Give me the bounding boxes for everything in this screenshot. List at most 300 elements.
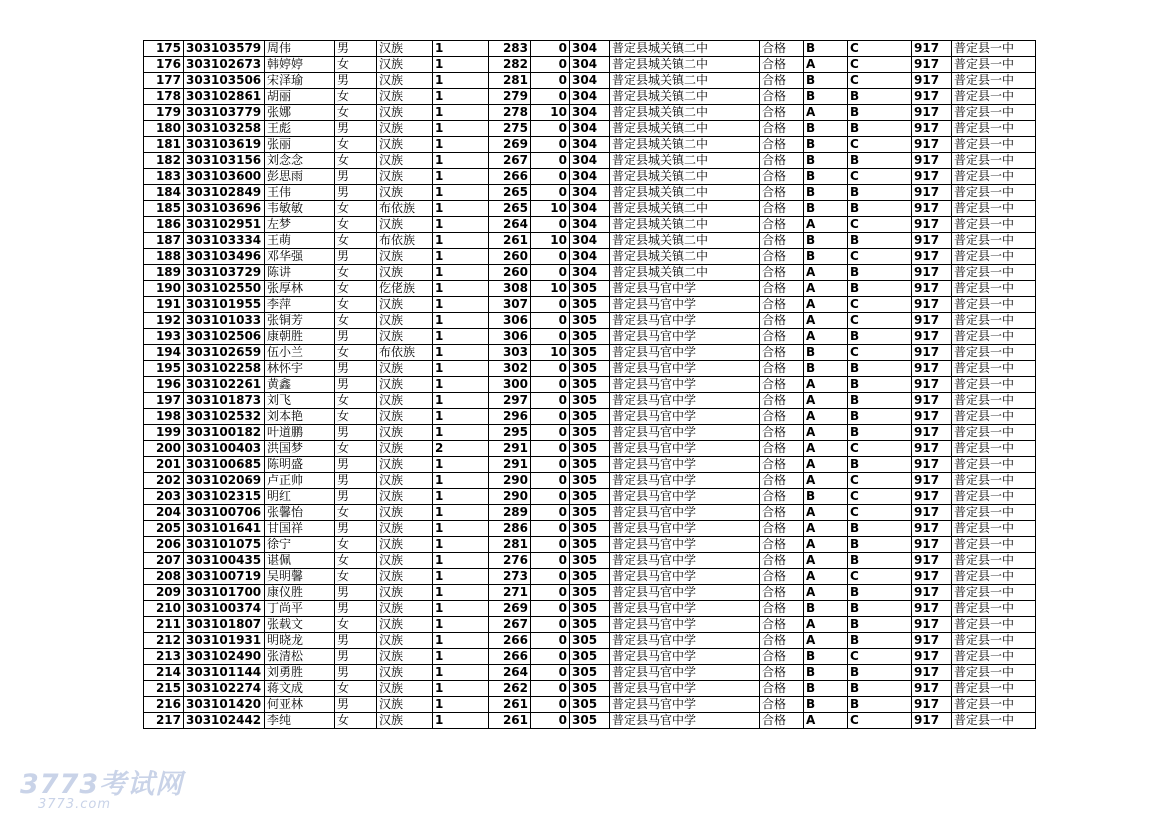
table-row (144, 377, 1036, 393)
cell-school-code: 304 (570, 57, 610, 73)
cell-student-name: 张清松 (265, 649, 335, 665)
cell-target-school-name: 普定县一中 (952, 569, 1036, 585)
cell-total-score: 279 (489, 89, 531, 105)
cell-total-score: 261 (489, 233, 531, 249)
cell-gender: 女 (335, 441, 377, 457)
cell-total-score: 286 (489, 521, 531, 537)
cell-student-name: 王萌 (265, 233, 335, 249)
table-row (144, 41, 1036, 57)
cell-exam-id: 303100374 (184, 601, 265, 617)
cell-school-name: 普定县城关镇二中 (610, 249, 760, 265)
cell-row-number: 176 (144, 57, 184, 73)
cell-row-number: 201 (144, 457, 184, 473)
cell-target-school-code: 917 (912, 393, 952, 409)
cell-row-number: 212 (144, 633, 184, 649)
table-row (144, 345, 1036, 361)
cell-qualification: 合格 (760, 169, 804, 185)
cell-school-name: 普定县城关镇二中 (610, 201, 760, 217)
table-row (144, 697, 1036, 713)
cell-student-name: 张娜 (265, 105, 335, 121)
cell-grade-a: A (804, 457, 848, 473)
cell-qualification: 合格 (760, 713, 804, 729)
cell-exam-id: 303102069 (184, 473, 265, 489)
cell-category: 2 (433, 441, 489, 457)
cell-grade-b: B (848, 185, 912, 201)
table-row (144, 281, 1036, 297)
cell-total-score: 262 (489, 681, 531, 697)
cell-student-name: 徐宁 (265, 537, 335, 553)
cell-school-name: 普定县马官中学 (610, 457, 760, 473)
cell-category: 1 (433, 313, 489, 329)
cell-qualification: 合格 (760, 473, 804, 489)
cell-exam-id: 303102532 (184, 409, 265, 425)
cell-target-school-code: 917 (912, 601, 952, 617)
cell-ethnicity: 汉族 (377, 521, 433, 537)
cell-school-code: 305 (570, 649, 610, 665)
cell-school-name: 普定县马官中学 (610, 505, 760, 521)
cell-school-name: 普定县城关镇二中 (610, 265, 760, 281)
cell-row-number: 192 (144, 313, 184, 329)
cell-qualification: 合格 (760, 217, 804, 233)
cell-category: 1 (433, 585, 489, 601)
cell-exam-id: 303102274 (184, 681, 265, 697)
cell-school-code: 304 (570, 153, 610, 169)
cell-gender: 男 (335, 473, 377, 489)
table-row (144, 153, 1036, 169)
cell-grade-b: C (848, 41, 912, 57)
cell-grade-b: B (848, 153, 912, 169)
cell-exam-id: 303101955 (184, 297, 265, 313)
cell-grade-a: A (804, 537, 848, 553)
cell-row-number: 179 (144, 105, 184, 121)
cell-school-code: 304 (570, 105, 610, 121)
cell-target-school-name: 普定县一中 (952, 297, 1036, 313)
table-row (144, 681, 1036, 697)
table-row (144, 553, 1036, 569)
cell-exam-id: 303100719 (184, 569, 265, 585)
cell-exam-id: 303100182 (184, 425, 265, 441)
cell-bonus-points: 0 (531, 697, 570, 713)
cell-gender: 女 (335, 265, 377, 281)
cell-qualification: 合格 (760, 249, 804, 265)
cell-target-school-name: 普定县一中 (952, 393, 1036, 409)
cell-target-school-name: 普定县一中 (952, 73, 1036, 89)
cell-qualification: 合格 (760, 41, 804, 57)
cell-student-name: 张铜芳 (265, 313, 335, 329)
cell-school-code: 304 (570, 121, 610, 137)
cell-grade-b: C (848, 217, 912, 233)
cell-qualification: 合格 (760, 361, 804, 377)
cell-student-name: 何亚林 (265, 697, 335, 713)
cell-exam-id: 303101075 (184, 537, 265, 553)
cell-bonus-points: 0 (531, 313, 570, 329)
cell-gender: 男 (335, 425, 377, 441)
table-row (144, 617, 1036, 633)
cell-total-score: 290 (489, 489, 531, 505)
cell-student-name: 张载文 (265, 617, 335, 633)
cell-grade-b: B (848, 425, 912, 441)
table-row (144, 425, 1036, 441)
cell-exam-id: 303103619 (184, 137, 265, 153)
cell-school-code: 304 (570, 41, 610, 57)
cell-target-school-code: 917 (912, 217, 952, 233)
cell-target-school-code: 917 (912, 505, 952, 521)
cell-ethnicity: 汉族 (377, 313, 433, 329)
cell-row-number: 202 (144, 473, 184, 489)
cell-ethnicity: 汉族 (377, 409, 433, 425)
cell-student-name: 韦敏敏 (265, 201, 335, 217)
cell-qualification: 合格 (760, 489, 804, 505)
cell-bonus-points: 0 (531, 601, 570, 617)
table-row (144, 521, 1036, 537)
cell-school-name: 普定县马官中学 (610, 553, 760, 569)
cell-ethnicity: 汉族 (377, 617, 433, 633)
cell-target-school-code: 917 (912, 537, 952, 553)
cell-ethnicity: 汉族 (377, 361, 433, 377)
cell-school-name: 普定县城关镇二中 (610, 233, 760, 249)
cell-target-school-name: 普定县一中 (952, 89, 1036, 105)
cell-category: 1 (433, 121, 489, 137)
cell-target-school-name: 普定县一中 (952, 329, 1036, 345)
cell-target-school-code: 917 (912, 473, 952, 489)
cell-student-name: 伍小兰 (265, 345, 335, 361)
cell-student-name: 明晓龙 (265, 633, 335, 649)
cell-category: 1 (433, 377, 489, 393)
cell-student-name: 刘本艳 (265, 409, 335, 425)
cell-ethnicity: 汉族 (377, 57, 433, 73)
cell-grade-b: B (848, 121, 912, 137)
cell-total-score: 264 (489, 217, 531, 233)
cell-target-school-name: 普定县一中 (952, 361, 1036, 377)
cell-school-name: 普定县马官中学 (610, 521, 760, 537)
cell-ethnicity: 汉族 (377, 489, 433, 505)
table-row (144, 137, 1036, 153)
cell-qualification: 合格 (760, 345, 804, 361)
cell-school-code: 304 (570, 265, 610, 281)
cell-gender: 女 (335, 345, 377, 361)
cell-bonus-points: 10 (531, 233, 570, 249)
cell-grade-b: B (848, 537, 912, 553)
cell-student-name: 刘飞 (265, 393, 335, 409)
cell-total-score: 281 (489, 73, 531, 89)
cell-bonus-points: 0 (531, 473, 570, 489)
cell-target-school-code: 917 (912, 297, 952, 313)
cell-gender: 女 (335, 393, 377, 409)
cell-bonus-points: 0 (531, 153, 570, 169)
cell-ethnicity: 布依族 (377, 233, 433, 249)
cell-bonus-points: 0 (531, 377, 570, 393)
cell-qualification: 合格 (760, 57, 804, 73)
cell-student-name: 叶道鹏 (265, 425, 335, 441)
cell-gender: 女 (335, 105, 377, 121)
cell-exam-id: 303101144 (184, 665, 265, 681)
cell-target-school-name: 普定县一中 (952, 649, 1036, 665)
cell-grade-a: A (804, 617, 848, 633)
cell-grade-b: C (848, 249, 912, 265)
cell-exam-id: 303102261 (184, 377, 265, 393)
cell-school-name: 普定县马官中学 (610, 425, 760, 441)
cell-category: 1 (433, 617, 489, 633)
cell-grade-b: B (848, 89, 912, 105)
cell-target-school-name: 普定县一中 (952, 137, 1036, 153)
cell-student-name: 宋泽瑜 (265, 73, 335, 89)
cell-ethnicity: 汉族 (377, 665, 433, 681)
cell-bonus-points: 0 (531, 681, 570, 697)
cell-student-name: 刘念念 (265, 153, 335, 169)
cell-grade-b: B (848, 329, 912, 345)
cell-row-number: 199 (144, 425, 184, 441)
cell-category: 1 (433, 553, 489, 569)
cell-school-name: 普定县马官中学 (610, 281, 760, 297)
cell-target-school-code: 917 (912, 201, 952, 217)
cell-qualification: 合格 (760, 329, 804, 345)
cell-school-name: 普定县马官中学 (610, 313, 760, 329)
cell-category: 1 (433, 329, 489, 345)
cell-student-name: 刘勇胜 (265, 665, 335, 681)
cell-school-name: 普定县马官中学 (610, 633, 760, 649)
cell-qualification: 合格 (760, 185, 804, 201)
cell-ethnicity: 汉族 (377, 185, 433, 201)
cell-school-name: 普定县马官中学 (610, 569, 760, 585)
cell-exam-id: 303103600 (184, 169, 265, 185)
table-row (144, 89, 1036, 105)
cell-target-school-name: 普定县一中 (952, 265, 1036, 281)
cell-qualification: 合格 (760, 377, 804, 393)
cell-ethnicity: 汉族 (377, 697, 433, 713)
cell-exam-id: 303102315 (184, 489, 265, 505)
cell-total-score: 291 (489, 441, 531, 457)
cell-student-name: 林怀宇 (265, 361, 335, 377)
cell-row-number: 194 (144, 345, 184, 361)
cell-grade-b: B (848, 617, 912, 633)
cell-qualification: 合格 (760, 585, 804, 601)
cell-grade-b: B (848, 553, 912, 569)
cell-row-number: 203 (144, 489, 184, 505)
cell-category: 1 (433, 105, 489, 121)
cell-exam-id: 303102951 (184, 217, 265, 233)
cell-grade-b: B (848, 105, 912, 121)
cell-target-school-name: 普定县一中 (952, 441, 1036, 457)
cell-category: 1 (433, 393, 489, 409)
table-row (144, 441, 1036, 457)
cell-qualification: 合格 (760, 633, 804, 649)
cell-target-school-code: 917 (912, 425, 952, 441)
cell-gender: 男 (335, 169, 377, 185)
table-row (144, 601, 1036, 617)
cell-qualification: 合格 (760, 697, 804, 713)
cell-grade-a: B (804, 249, 848, 265)
cell-school-name: 普定县马官中学 (610, 361, 760, 377)
cell-ethnicity: 汉族 (377, 505, 433, 521)
cell-target-school-code: 917 (912, 665, 952, 681)
cell-ethnicity: 汉族 (377, 41, 433, 57)
cell-school-code: 305 (570, 665, 610, 681)
cell-ethnicity: 仡佬族 (377, 281, 433, 297)
cell-exam-id: 303101420 (184, 697, 265, 713)
cell-bonus-points: 0 (531, 137, 570, 153)
cell-target-school-name: 普定县一中 (952, 473, 1036, 489)
cell-row-number: 215 (144, 681, 184, 697)
cell-bonus-points: 0 (531, 457, 570, 473)
table-row (144, 169, 1036, 185)
cell-total-score: 276 (489, 553, 531, 569)
cell-total-score: 283 (489, 41, 531, 57)
table-row (144, 329, 1036, 345)
cell-ethnicity: 汉族 (377, 89, 433, 105)
cell-gender: 男 (335, 649, 377, 665)
cell-school-name: 普定县马官中学 (610, 649, 760, 665)
cell-grade-a: A (804, 281, 848, 297)
cell-grade-b: B (848, 585, 912, 601)
table-row (144, 457, 1036, 473)
cell-ethnicity: 汉族 (377, 265, 433, 281)
cell-category: 1 (433, 233, 489, 249)
cell-category: 1 (433, 137, 489, 153)
cell-student-name: 陈明盛 (265, 457, 335, 473)
cell-grade-b: B (848, 457, 912, 473)
cell-category: 1 (433, 345, 489, 361)
cell-row-number: 180 (144, 121, 184, 137)
cell-grade-a: A (804, 713, 848, 729)
cell-school-code: 305 (570, 377, 610, 393)
cell-gender: 女 (335, 57, 377, 73)
cell-grade-b: B (848, 409, 912, 425)
cell-ethnicity: 汉族 (377, 137, 433, 153)
cell-total-score: 261 (489, 697, 531, 713)
cell-ethnicity: 汉族 (377, 329, 433, 345)
cell-ethnicity: 汉族 (377, 121, 433, 137)
cell-target-school-code: 917 (912, 649, 952, 665)
cell-bonus-points: 10 (531, 105, 570, 121)
cell-school-code: 305 (570, 489, 610, 505)
cell-total-score: 296 (489, 409, 531, 425)
cell-bonus-points: 0 (531, 185, 570, 201)
cell-ethnicity: 汉族 (377, 457, 433, 473)
cell-grade-a: B (804, 681, 848, 697)
cell-bonus-points: 0 (531, 89, 570, 105)
cell-school-name: 普定县城关镇二中 (610, 121, 760, 137)
cell-total-score: 281 (489, 537, 531, 553)
table-row (144, 185, 1036, 201)
cell-total-score: 260 (489, 249, 531, 265)
cell-target-school-code: 917 (912, 185, 952, 201)
cell-total-score: 302 (489, 361, 531, 377)
cell-total-score: 269 (489, 601, 531, 617)
cell-bonus-points: 0 (531, 329, 570, 345)
cell-bonus-points: 0 (531, 169, 570, 185)
cell-grade-b: B (848, 393, 912, 409)
cell-gender: 男 (335, 457, 377, 473)
cell-student-name: 蒋文成 (265, 681, 335, 697)
cell-school-name: 普定县城关镇二中 (610, 105, 760, 121)
cell-school-code: 305 (570, 409, 610, 425)
cell-school-name: 普定县马官中学 (610, 489, 760, 505)
cell-target-school-name: 普定县一中 (952, 281, 1036, 297)
cell-ethnicity: 汉族 (377, 169, 433, 185)
cell-gender: 男 (335, 377, 377, 393)
cell-category: 1 (433, 265, 489, 281)
cell-school-name: 普定县马官中学 (610, 697, 760, 713)
cell-exam-id: 303103334 (184, 233, 265, 249)
cell-gender: 女 (335, 89, 377, 105)
cell-target-school-code: 917 (912, 57, 952, 73)
cell-target-school-code: 917 (912, 569, 952, 585)
cell-ethnicity: 汉族 (377, 217, 433, 233)
cell-row-number: 198 (144, 409, 184, 425)
cell-category: 1 (433, 713, 489, 729)
cell-total-score: 265 (489, 185, 531, 201)
cell-gender: 男 (335, 585, 377, 601)
cell-target-school-name: 普定县一中 (952, 169, 1036, 185)
cell-target-school-name: 普定县一中 (952, 345, 1036, 361)
cell-grade-a: B (804, 169, 848, 185)
cell-grade-b: C (848, 297, 912, 313)
cell-student-name: 卢正帅 (265, 473, 335, 489)
cell-grade-b: C (848, 569, 912, 585)
cell-grade-a: A (804, 553, 848, 569)
cell-exam-id: 303103506 (184, 73, 265, 89)
cell-school-name: 普定县马官中学 (610, 585, 760, 601)
cell-grade-b: C (848, 649, 912, 665)
cell-exam-id: 303101033 (184, 313, 265, 329)
cell-target-school-name: 普定县一中 (952, 57, 1036, 73)
cell-row-number: 217 (144, 713, 184, 729)
cell-school-name: 普定县马官中学 (610, 393, 760, 409)
cell-row-number: 204 (144, 505, 184, 521)
cell-gender: 男 (335, 73, 377, 89)
cell-row-number: 191 (144, 297, 184, 313)
cell-exam-id: 303103258 (184, 121, 265, 137)
cell-row-number: 216 (144, 697, 184, 713)
cell-qualification: 合格 (760, 537, 804, 553)
cell-row-number: 186 (144, 217, 184, 233)
cell-grade-b: C (848, 73, 912, 89)
cell-bonus-points: 0 (531, 297, 570, 313)
cell-qualification: 合格 (760, 281, 804, 297)
cell-total-score: 282 (489, 57, 531, 73)
cell-total-score: 300 (489, 377, 531, 393)
cell-qualification: 合格 (760, 521, 804, 537)
cell-target-school-name: 普定县一中 (952, 585, 1036, 601)
cell-total-score: 306 (489, 329, 531, 345)
cell-target-school-code: 917 (912, 457, 952, 473)
site-watermark (20, 762, 183, 812)
cell-grade-a: A (804, 105, 848, 121)
cell-bonus-points: 10 (531, 345, 570, 361)
cell-school-code: 305 (570, 585, 610, 601)
table-row (144, 105, 1036, 121)
cell-exam-id: 303103696 (184, 201, 265, 217)
cell-total-score: 260 (489, 265, 531, 281)
table-row (144, 249, 1036, 265)
cell-qualification: 合格 (760, 105, 804, 121)
cell-row-number: 189 (144, 265, 184, 281)
cell-school-name: 普定县马官中学 (610, 537, 760, 553)
table-row (144, 73, 1036, 89)
cell-target-school-name: 普定县一中 (952, 233, 1036, 249)
cell-bonus-points: 0 (531, 505, 570, 521)
cell-school-code: 305 (570, 697, 610, 713)
cell-grade-b: C (848, 137, 912, 153)
cell-target-school-code: 917 (912, 313, 952, 329)
cell-school-code: 305 (570, 713, 610, 729)
cell-target-school-name: 普定县一中 (952, 617, 1036, 633)
cell-bonus-points: 0 (531, 649, 570, 665)
cell-grade-a: B (804, 153, 848, 169)
cell-row-number: 214 (144, 665, 184, 681)
cell-row-number: 196 (144, 377, 184, 393)
cell-grade-a: A (804, 217, 848, 233)
